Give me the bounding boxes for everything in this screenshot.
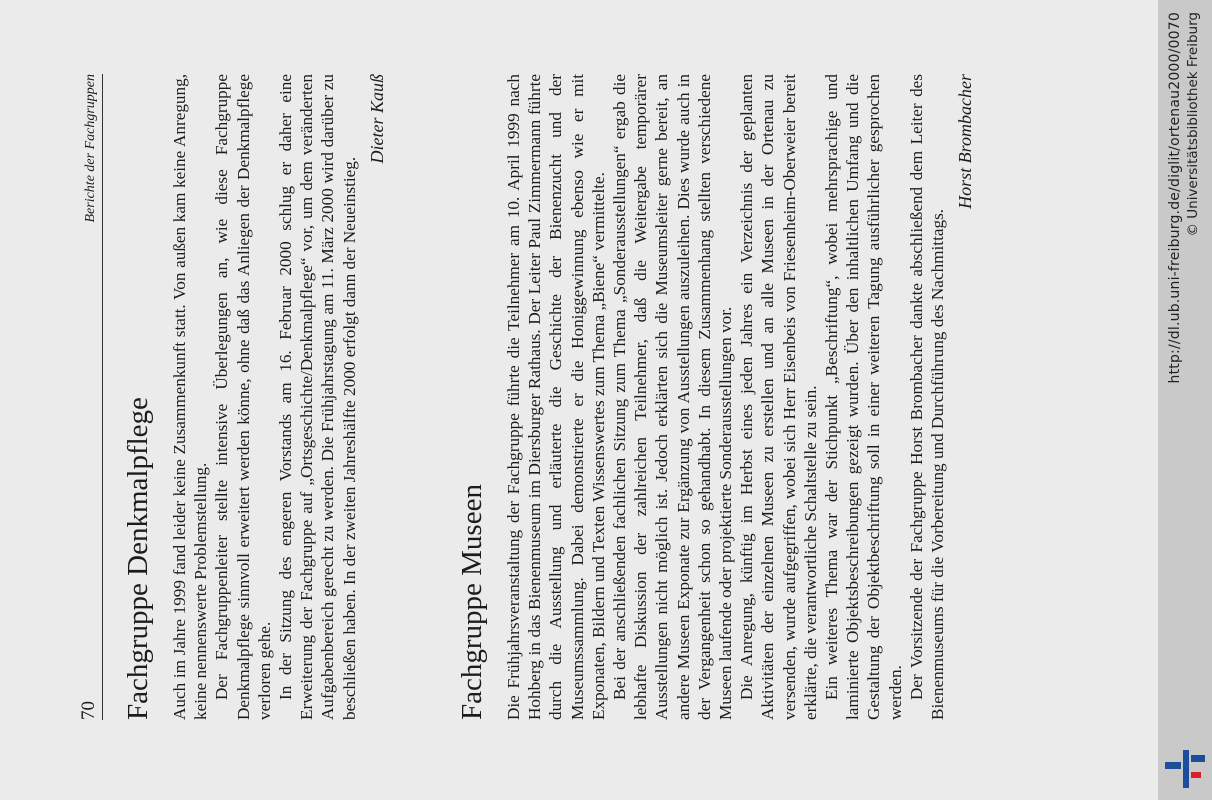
author-signature: Dieter Kauß: [366, 74, 387, 164]
paragraph: Ein weiteres Thema war der Stichpunkt „Beschriftung“, wobei mehrsprachige und laminierte Objektsbeschreibungen gezeigt wurden. Über den inhaltlichen Umfang und die Gestaltung der Objektbeschriftung soll in einer weiteren Tagung ausführlicher gesprochen werden.: [822, 74, 905, 720]
author-signature: Horst Brombacher: [955, 74, 976, 209]
paragraph: Der Fachgruppenleiter stellte intensive Überlegungen an, wie diese Fachgruppe Denkmalpflege sinnvoll erweitert werden könne, ohne daß das Anliegen der Denkmalpflege verloren gehe.: [212, 74, 274, 720]
paragraph: Der Vorsitzende der Fachgruppe Horst Brombacher dankte abschließend dem Leiter des Bienenmuseums für die Vorbereitung und Durchführung des Nachmittags.: [906, 74, 948, 720]
paragraph: Bei der anschließenden fachlichen Sitzung zum Thema „Sonderausstellungen“ ergab die lebhafte Diskussion der zahlreichen Teilnehmer, daß die Weitergabe temporärer Ausstellungen nicht möglich ist. Jedoch erklärten sich die Museumsleiter gerne bereit, an andere Museen Exponate zur Ergänzung von Ausstellungen auszuleihen. Dies wurde auch in der Vergangenheit schon so gehandhabt. In diesem Zusammenhang stellten verschiedene Museen laufende oder projektierte Sonderausstellungen vor.: [610, 74, 736, 720]
paragraph: Auch im Jahre 1999 fand leider keine Zusammenkunft statt. Von außen kam keine Anregung, keine nennenswerte Problemstellung.: [170, 74, 211, 720]
library-sidebar: [1158, 0, 1212, 800]
running-header: Berichte der Fachgruppen: [83, 74, 98, 223]
section-museen: [454, 74, 976, 720]
page-header: [76, 74, 103, 720]
sidebar-text: [1158, 0, 1212, 800]
permalink-url[interactable]: http://dl.ub.uni-freiburg.de/diglit/ortenau2000/0070: [1167, 12, 1183, 384]
paragraph: In der Sitzung des engeren Vorstands am 16. Februar 2000 schlug er daher eine Erweiterung der Fachgruppe auf „Ortsgeschichte/Denkmalpflege“ vor, um dem veränderten Aufgabenbereich gerecht zu werden. Die Frühjahrstagung am 11. März 2000 wird darüber zu beschließen haben. In der zweiten Jahreshälfte 2000 erfolgt dann der Neueinstieg.: [276, 74, 359, 720]
paragraph: Die Frühjahrsveranstaltung der Fachgruppe führte die Teilnehmer am 10. April 1999 nach Hohberg in das Bienenmuseum im Diersburger Rathaus. Der Leiter Paul Zimmermann führte durch die Ausstellung und erläuterte die Geschichte der Bienenzucht und der Museumssammlung. Dabei demonstrierte er die Honiggewinnung ebenso wie er mit Exponaten, Bildern und Texten Wissenswertes zum Thema „Biene“ vermittelte.: [504, 74, 608, 720]
section-title: Fachgruppe Museen: [456, 484, 488, 720]
library-logo-icon: [1163, 746, 1207, 790]
page-number: 70: [78, 701, 99, 720]
section-title: Fachgruppe Denkmalpflege: [122, 397, 154, 720]
copyright-notice: © Universitätsbibliothek Freiburg: [1185, 12, 1201, 237]
section-denkmalpflege: [120, 74, 388, 720]
paragraph: Die Anregung, künftig im Herbst eines jeden Jahres ein Verzeichnis der geplanten Aktivitäten der einzelnen Museen zu erstellen und an alle Museen in der Ortenau zu versenden, wurde aufgegriffen, wobei sich Herr Eisenbeis von Friesenheim-Oberweier bereit erklärte, die verantwortliche Schaltstelle zu sein.: [737, 74, 820, 720]
